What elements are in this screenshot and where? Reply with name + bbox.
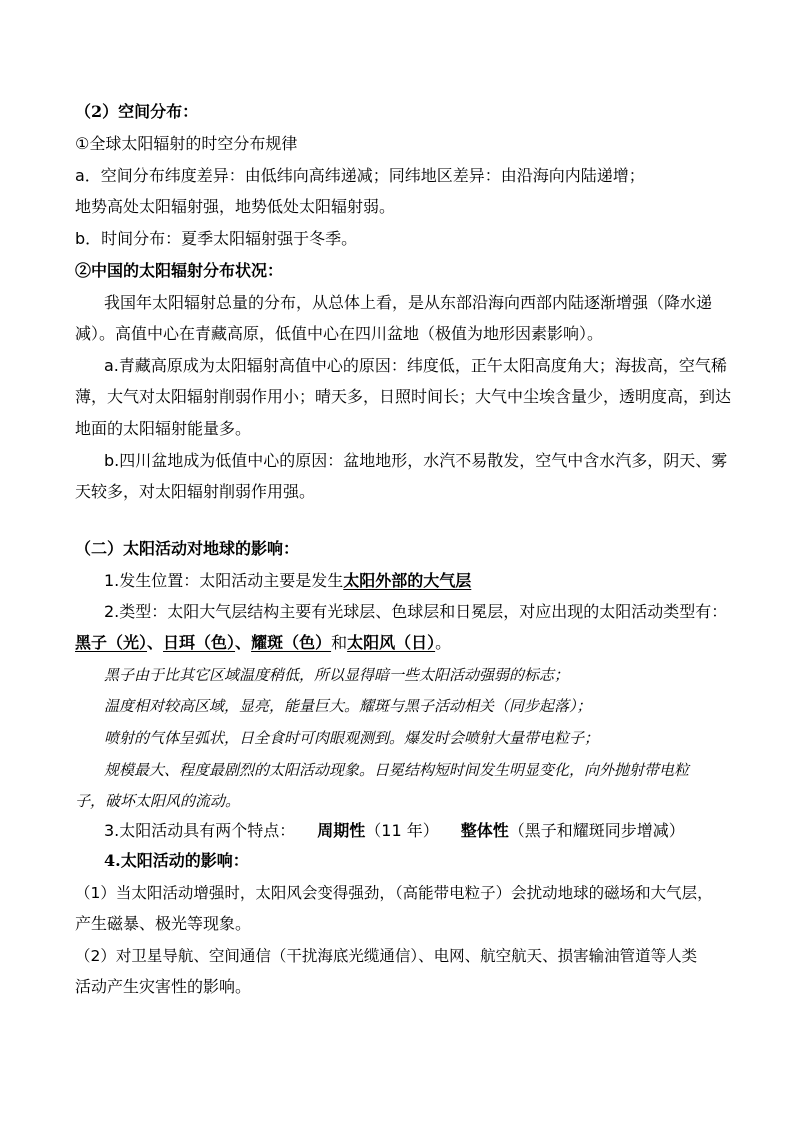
impact-heading: 4.太阳活动的影响：: [104, 851, 249, 870]
period: 。: [435, 633, 452, 652]
section-heading-solar-activity: （二）太阳活动对地球的影响：: [75, 539, 300, 558]
separator: 、: [235, 633, 252, 652]
paragraph-line: a.青藏高原成为太阳辐射高值中心的原因：纬度低，正午太阳高度角大；海拔高，空气稀: [104, 356, 727, 375]
list-item-china-heading: ②中国的太阳辐射分布状况：: [75, 261, 284, 280]
note-sunspot: 黑子由于比其它区域温度稍低，所以显得暗一些太阳活动强弱的标志；: [104, 666, 570, 684]
type-solar-wind: 太阳风（日）: [347, 633, 436, 652]
paragraph-line: 天较多，对太阳辐射削弱作用强。: [75, 482, 316, 501]
paragraph-line-position: [104, 570, 471, 592]
type-flare: 耀斑（色）: [251, 633, 332, 652]
paragraph-line: 减）。高值中心在青藏高原，低值中心在四川盆地（极值为地形因素影响）。: [75, 324, 604, 343]
feature-wholeness-detail: （黑子和耀斑同步增减）: [508, 821, 685, 840]
paragraph-line: 薄，大气对太阳辐射削弱作用小；晴天多，日照时间长；大气中尘埃含量少，透明度高，到达: [75, 387, 732, 406]
paragraph-line: 活动产生灾害性的影响。: [75, 977, 252, 996]
paragraph-line: a．空间分布纬度差异：由低纬向高纬递减；同纬地区差异：由沿海向内陆递增；: [75, 166, 645, 185]
paragraph-line: b．时间分布：夏季太阳辐射强于冬季。: [75, 229, 358, 248]
note-cme: 规模最大、程度最剧烈的太阳活动现象。日冕结构短时间发生明显变化，向外抛射带电粒: [104, 761, 690, 779]
features-prefix: 3.太阳活动具有两个特点：: [104, 821, 296, 840]
type-sunspot: 黑子（光）: [75, 633, 148, 652]
feature-wholeness: 整体性: [460, 821, 509, 840]
paragraph-line: 地面的太阳辐射能量多。: [75, 419, 252, 438]
conjunction: 和: [331, 633, 348, 652]
list-item-global-pattern: ①全球太阳辐射的时空分布规律: [75, 134, 298, 153]
note-flare: 温度相对较高区域，显亮，能量巨大。耀斑与黑子活动相关（同步起落）；: [104, 697, 592, 715]
paragraph-line: 地势高处太阳辐射强，地势低处太阳辐射弱。: [75, 197, 396, 216]
position-prefix: 1.发生位置：太阳活动主要是发生: [104, 571, 344, 590]
features-line: [104, 820, 685, 842]
position-bold: 太阳外部的大气层: [343, 571, 472, 590]
activity-types-line: [75, 632, 451, 654]
note-prominence: 喷射的气体呈弧状，日全食时可肉眼观测到。爆发时会喷射大量带电粒子；: [104, 729, 600, 747]
note-cme-cont: 子，破坏太阳风的流动。: [75, 792, 241, 810]
paragraph-line: 我国年太阳辐射总量的分布，从总体上看，是从东部沿海向西部内陆逐渐增强（降水递: [104, 293, 713, 312]
paragraph-line: （2）对卫星导航、空间通信（干扰海底光缆通信）、电网、航空航天、损害输油管道等人类: [75, 947, 698, 965]
feature-periodicity: 周期性: [317, 821, 366, 840]
section-heading-spatial: （2）空间分布：: [75, 102, 199, 121]
feature-periodicity-detail: （11 年）: [365, 821, 439, 840]
separator: 、: [147, 633, 164, 652]
paragraph-line: b.四川盆地成为低值中心的原因：盆地地形，水汽不易散发，空气中含水汽多，阴天、雾: [104, 451, 728, 470]
type-prominence: 日珥（色）: [163, 633, 236, 652]
paragraph-line: 2.类型：太阳大气层结构主要有光球层、色球层和日冕层，对应出现的太阳活动类型有：: [104, 602, 728, 621]
paragraph-line: （1）当太阳活动增强时，太阳风会变得强劲，（高能带电粒子）会扰动地球的磁场和大气层，: [75, 884, 713, 902]
paragraph-line: 产生磁暴、极光等现象。: [75, 914, 252, 933]
